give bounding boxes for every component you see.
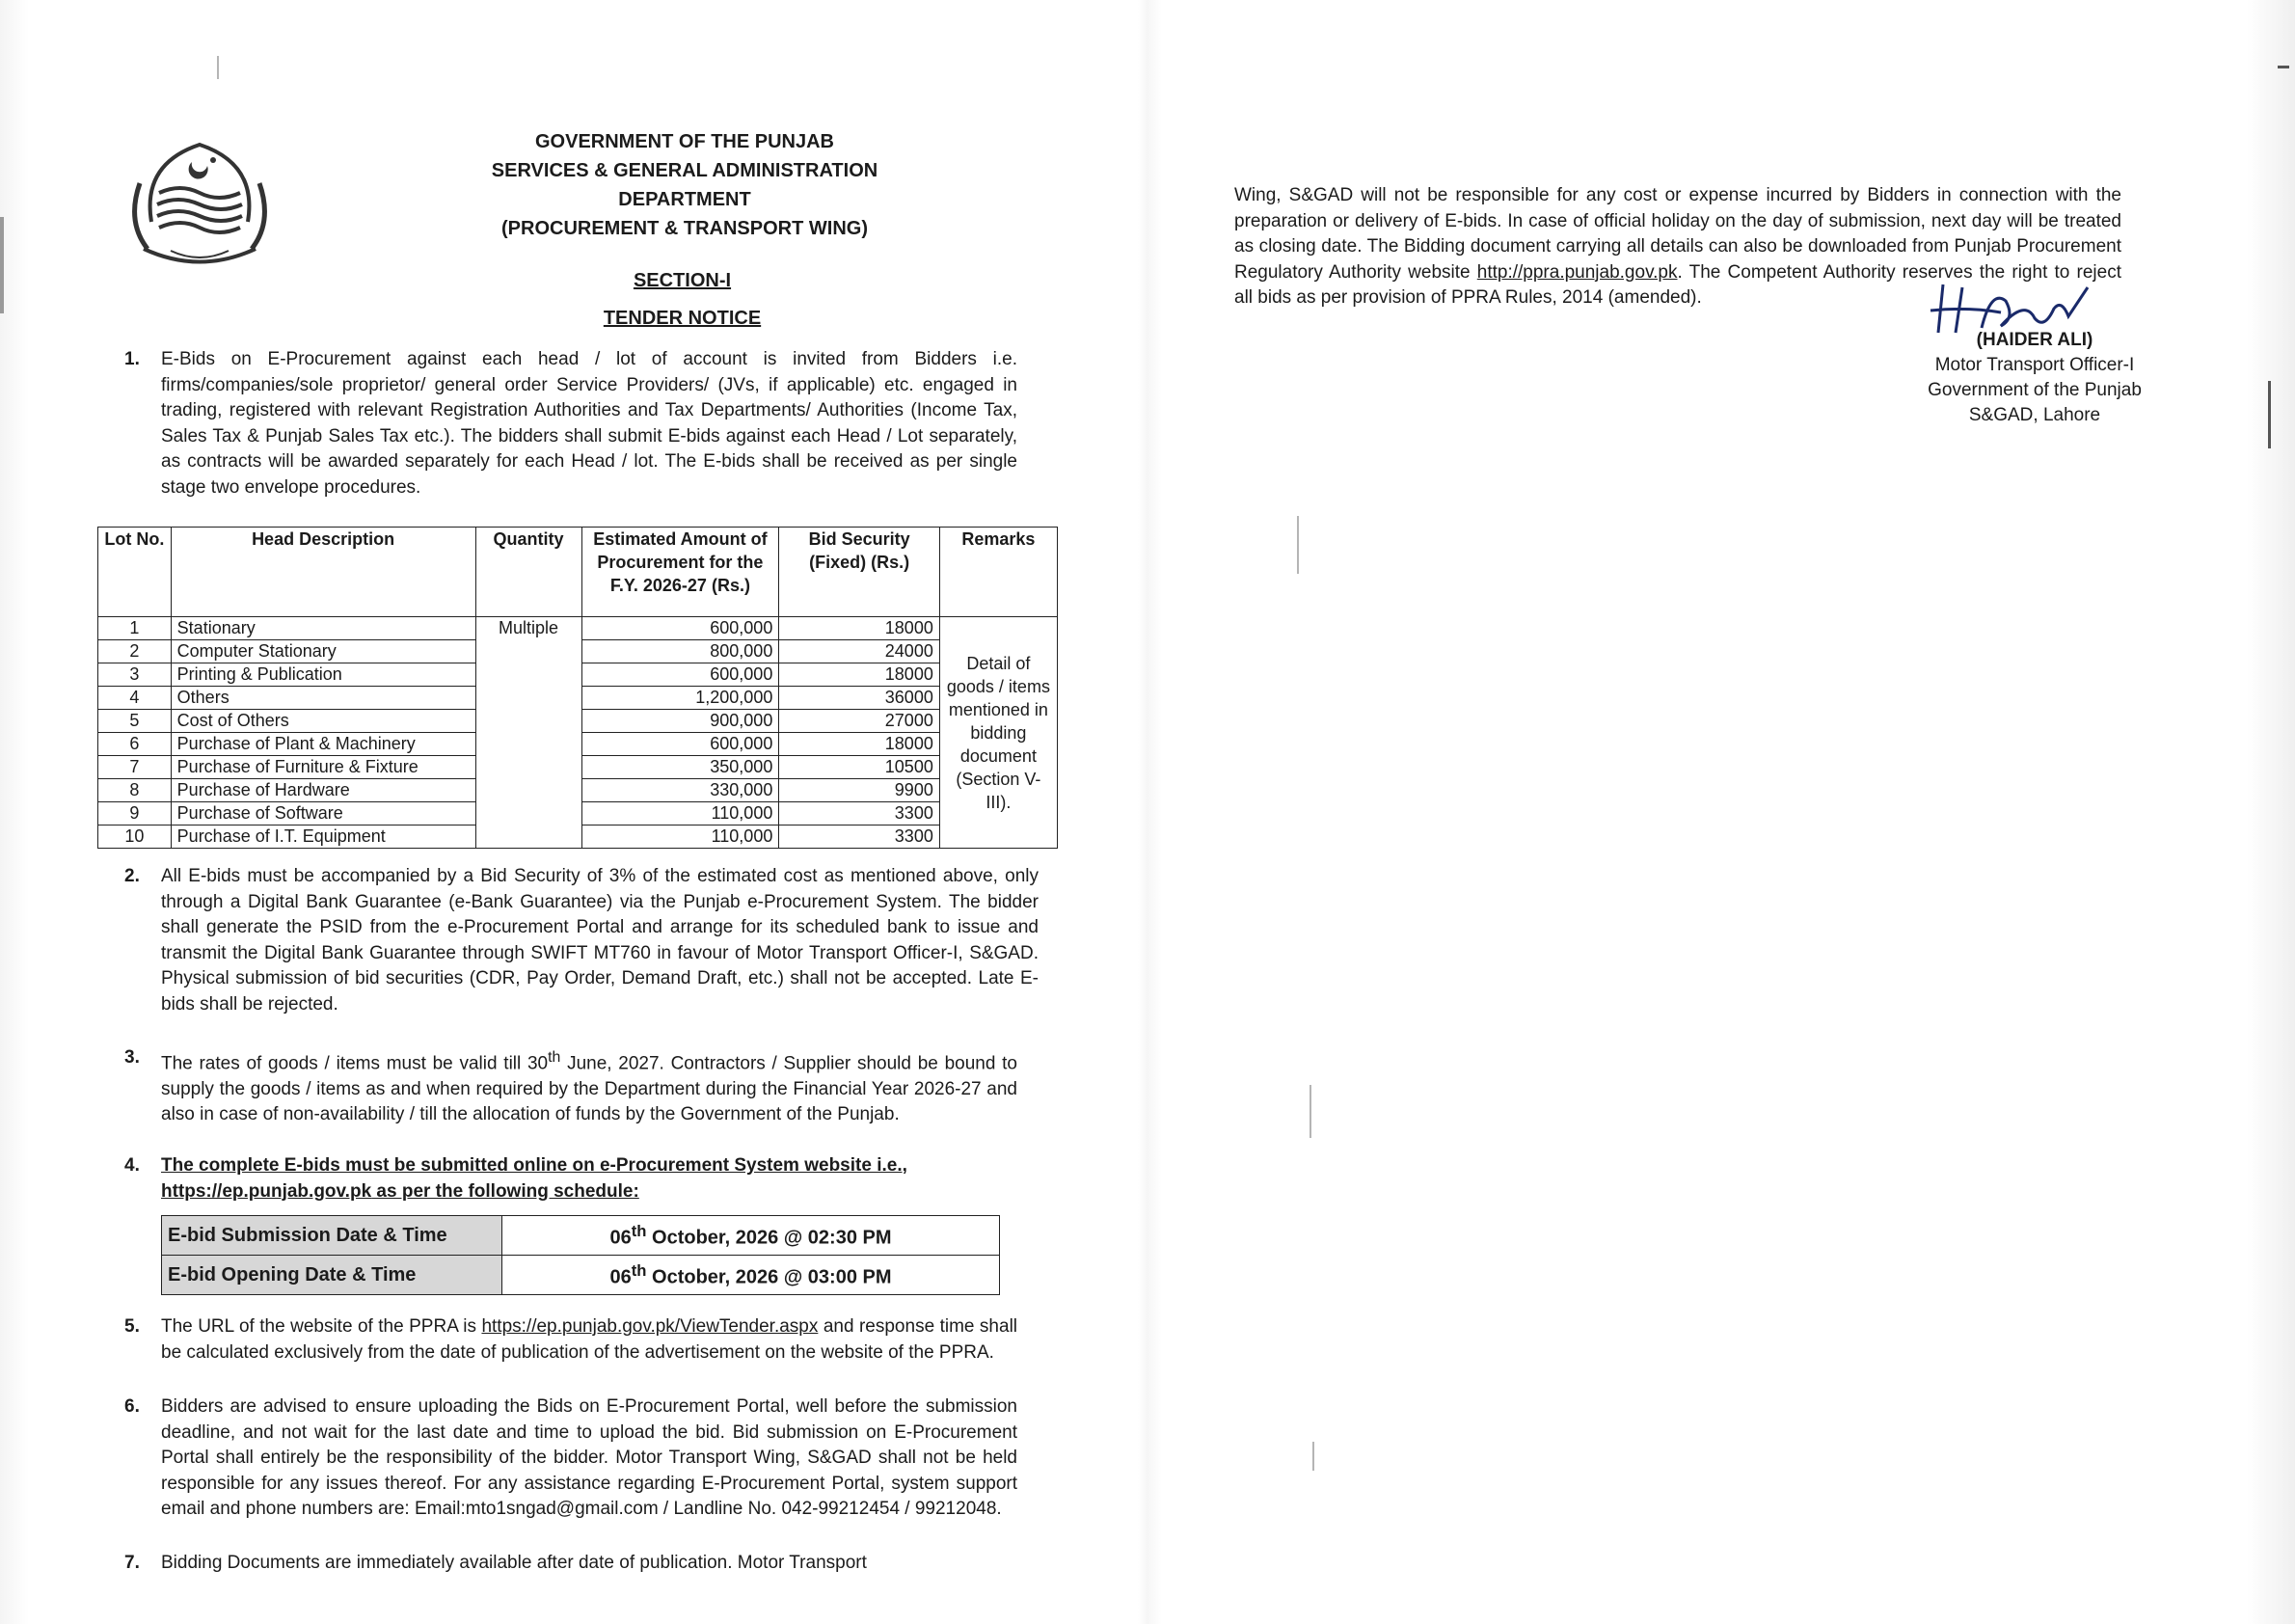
ordinal-suffix: th <box>631 1221 647 1240</box>
header-line-sgad: SERVICES & GENERAL ADMINISTRATION <box>491 160 878 181</box>
paragraph-number: 3. <box>124 1047 140 1068</box>
lot-number: 1 <box>98 617 172 640</box>
paragraph-text <box>161 1314 1017 1366</box>
estimated-amount: 900,000 <box>581 710 779 733</box>
submission-date-time: October, 2026 @ 02:30 PM <box>646 1227 892 1249</box>
table-row <box>98 617 1058 640</box>
paragraph-number: 1. <box>124 349 140 369</box>
bid-security: 3300 <box>779 802 940 826</box>
bid-security: 18000 <box>779 617 940 640</box>
opening-value <box>502 1256 1000 1295</box>
header-line-department: DEPARTMENT <box>618 189 751 210</box>
bid-security: 24000 <box>779 640 940 663</box>
column-header-bid-security: Bid Security (Fixed) (Rs.) <box>779 528 940 617</box>
opening-day: 06 <box>609 1266 632 1288</box>
head-description: Purchase of I.T. Equipment <box>171 826 475 849</box>
paragraph-text-part: and response time shall be calculated exclusively from the date of publication of the advertisement on the website of the PPRA. <box>161 1316 1018 1363</box>
paragraph-number: 4. <box>124 1155 140 1176</box>
estimated-amount: 800,000 <box>581 640 779 663</box>
estimated-amount: 110,000 <box>581 802 779 826</box>
head-description: Stationary <box>171 617 475 640</box>
column-header-lot: Lot No. <box>98 528 172 617</box>
estimated-amount: 110,000 <box>581 826 779 849</box>
lot-number: 6 <box>98 733 172 756</box>
head-description: Purchase of Hardware <box>171 779 475 802</box>
scan-speck <box>2278 66 2289 68</box>
lot-number: 4 <box>98 687 172 710</box>
ordinal-suffix: th <box>631 1260 647 1280</box>
paragraph-text-part: June, 2027. Contractors / Supplier should be bound to supply the goods / items as and when required by the Department during the Financial Year 2026-27 and also in case of non-availability / till the allocation of funds by the Government of the Punjab. <box>161 1053 1018 1125</box>
signatory-name: (HAIDER ALI) <box>1976 330 2093 350</box>
schedule-row-opening <box>162 1256 1000 1295</box>
lot-number: 2 <box>98 640 172 663</box>
ppra-website-link[interactable]: http://ppra.punjab.gov.pk <box>1476 261 1678 283</box>
eprocurement-link[interactable]: https://ep.punjab.gov.pk <box>161 1180 372 1202</box>
quantity-cell: Multiple <box>475 617 581 849</box>
estimated-amount: 1,200,000 <box>581 687 779 710</box>
paragraph-text-part: The complete E-bids must be submitted online on e-Procurement System website i.e., <box>161 1155 907 1176</box>
paragraph-number: 7. <box>124 1553 140 1573</box>
paragraph-text: Bidding Documents are immediately available after date of publication. Motor Transport <box>161 1553 867 1573</box>
estimated-amount: 600,000 <box>581 663 779 687</box>
paragraph-text: E-Bids on E-Procurement against each head / lot of account is invited from Bidders i.e. firms/companies/sole proprietor/ general order Service Providers/ (JVs, if applicable) etc. engaged in trading, registered with relevant Registration Authorities and Tax Departments/ Authorities (Income Tax, Sales Tax & Punjab Sales Tax etc.). The bidders shall submit E-bids against each Head / Lot separately, as contracts will be awarded separately for each Head / lot. The E-bids shall be received as per single stage two envelope procedures. <box>161 349 1017 498</box>
estimated-amount: 350,000 <box>581 756 779 779</box>
bid-security: 36000 <box>779 687 940 710</box>
scan-speck <box>2268 381 2271 448</box>
tender-notice-title: TENDER NOTICE <box>603 308 762 329</box>
lot-table <box>97 527 1058 849</box>
paragraph-text: All E-bids must be accompanied by a Bid Security of 3% of the estimated cost as mentioned above, only through a Digital Bank Guarantee (e-Bank Guarantee) via the Punjab e-Procurement System. The bidder shall generate the PSID from the e-Procurement Portal and arrange for its scheduled bank to issue and transmit the Digital Bank Guarantee through SWIFT MT760 in favour of Motor Transport Officer-I, S&GAD. Physical submission of bid securities (CDR, Pay Order, Demand Draft, etc.) shall not be accepted. Late E-bids shall be rejected. <box>161 866 1039 1015</box>
bid-security: 18000 <box>779 663 940 687</box>
lot-number: 9 <box>98 802 172 826</box>
head-description: Purchase of Plant & Machinery <box>171 733 475 756</box>
bid-security: 10500 <box>779 756 940 779</box>
estimated-amount: 600,000 <box>581 617 779 640</box>
section-title: SECTION-I <box>633 270 732 291</box>
department-header <box>458 127 911 243</box>
head-description: Cost of Others <box>171 710 475 733</box>
column-header-quantity: Quantity <box>475 528 581 617</box>
ppra-tender-link[interactable]: https://ep.punjab.gov.pk/ViewTender.aspx <box>481 1316 819 1337</box>
head-description: Printing & Publication <box>171 663 475 687</box>
submission-day: 06 <box>609 1227 632 1249</box>
notice-page-right <box>1234 174 2142 501</box>
notice-page-left <box>101 116 1056 1610</box>
ordinal-suffix: th <box>548 1049 561 1066</box>
paragraph-text <box>161 1153 1017 1204</box>
head-description: Others <box>171 687 475 710</box>
paragraph-text: Bidders are advised to ensure uploading the Bids on E-Procurement Portal, well before the submission deadline, and not wait for the last date and time to upload the bid. Bid submission on E-Procurement Portal shall entirely be the responsibility of the bidder. Motor Transport Wing, S&GAD shall not be held responsible for any issues thereof. For any assistance regarding E-Procurement Portal, system support email and phone numbers are: Email:mto1sngad@gmail.com / Landline No. 042-99212454 / 99212048. <box>161 1396 1017 1519</box>
lot-number: 8 <box>98 779 172 802</box>
scan-speck <box>1312 1442 1314 1471</box>
bid-security: 27000 <box>779 710 940 733</box>
lot-number: 3 <box>98 663 172 687</box>
opening-label: E-bid Opening Date & Time <box>162 1256 502 1295</box>
bid-schedule-table <box>161 1215 1000 1295</box>
header-line-government: GOVERNMENT OF THE PUNJAB <box>534 131 835 152</box>
head-description: Purchase of Furniture & Fixture <box>171 756 475 779</box>
column-header-remarks: Remarks <box>939 528 1057 617</box>
paragraph-text-part: Wing, S&GAD will not be responsible for any cost or expense incurred by Bidders in connection with the preparation or delivery of E-bids. In case of official holiday on the day of submission, next day will be treated as closing date. The Bidding document carrying all details can also be downloaded from Punjab Procurement Regulatory Authority website <box>1234 185 2121 283</box>
signatory-place: S&GAD, Lahore <box>1968 405 2101 425</box>
scan-speck <box>217 56 219 79</box>
bid-security: 3300 <box>779 826 940 849</box>
submission-value <box>502 1216 1000 1256</box>
head-description: Computer Stationary <box>171 640 475 663</box>
remarks-cell: Detail of goods / items mentioned in bidding document (Section V-III). <box>939 617 1057 849</box>
scan-speck <box>1310 1085 1311 1138</box>
paragraph-number: 2. <box>124 866 140 886</box>
submission-label: E-bid Submission Date & Time <box>162 1216 502 1256</box>
paragraph-text-part: as per the following schedule: <box>371 1180 639 1202</box>
signatory-organization: Government of the Punjab <box>1928 380 2142 400</box>
paragraph-text-part: . The Competent Authority reserves the right to reject all bids as per provision of PPRA Rules, 2014 (amended). <box>1234 261 2121 308</box>
lot-table-header <box>98 528 1058 617</box>
column-header-description: Head Description <box>171 528 475 617</box>
bid-security: 9900 <box>779 779 940 802</box>
lot-number: 10 <box>98 826 172 849</box>
head-description: Purchase of Software <box>171 802 475 826</box>
lot-number: 5 <box>98 710 172 733</box>
paragraph-text <box>161 1045 1017 1128</box>
schedule-row-submission <box>162 1216 1000 1256</box>
scan-speck <box>0 217 4 313</box>
paragraph-number: 6. <box>124 1396 140 1417</box>
paragraph-text-part: The URL of the website of the PPRA is <box>161 1316 482 1337</box>
lot-number: 7 <box>98 756 172 779</box>
bid-security: 18000 <box>779 733 940 756</box>
estimated-amount: 600,000 <box>581 733 779 756</box>
signatory-designation: Motor Transport Officer-I <box>1934 355 2135 375</box>
estimated-amount: 330,000 <box>581 779 779 802</box>
scan-speck <box>1297 516 1299 574</box>
header-line-wing: (PROCUREMENT & TRANSPORT WING) <box>501 218 868 239</box>
paragraph-text-part: The rates of goods / items must be valid till 30 <box>161 1053 549 1074</box>
paragraph-number: 5. <box>124 1316 140 1337</box>
signature-block <box>1909 328 2160 428</box>
opening-date-time: October, 2026 @ 03:00 PM <box>646 1266 892 1288</box>
punjab-government-emblem-icon <box>122 125 277 280</box>
column-header-estimated-amount: Estimated Amount of Procurement for the F.Y. 2026-27 (Rs.) <box>581 528 779 617</box>
